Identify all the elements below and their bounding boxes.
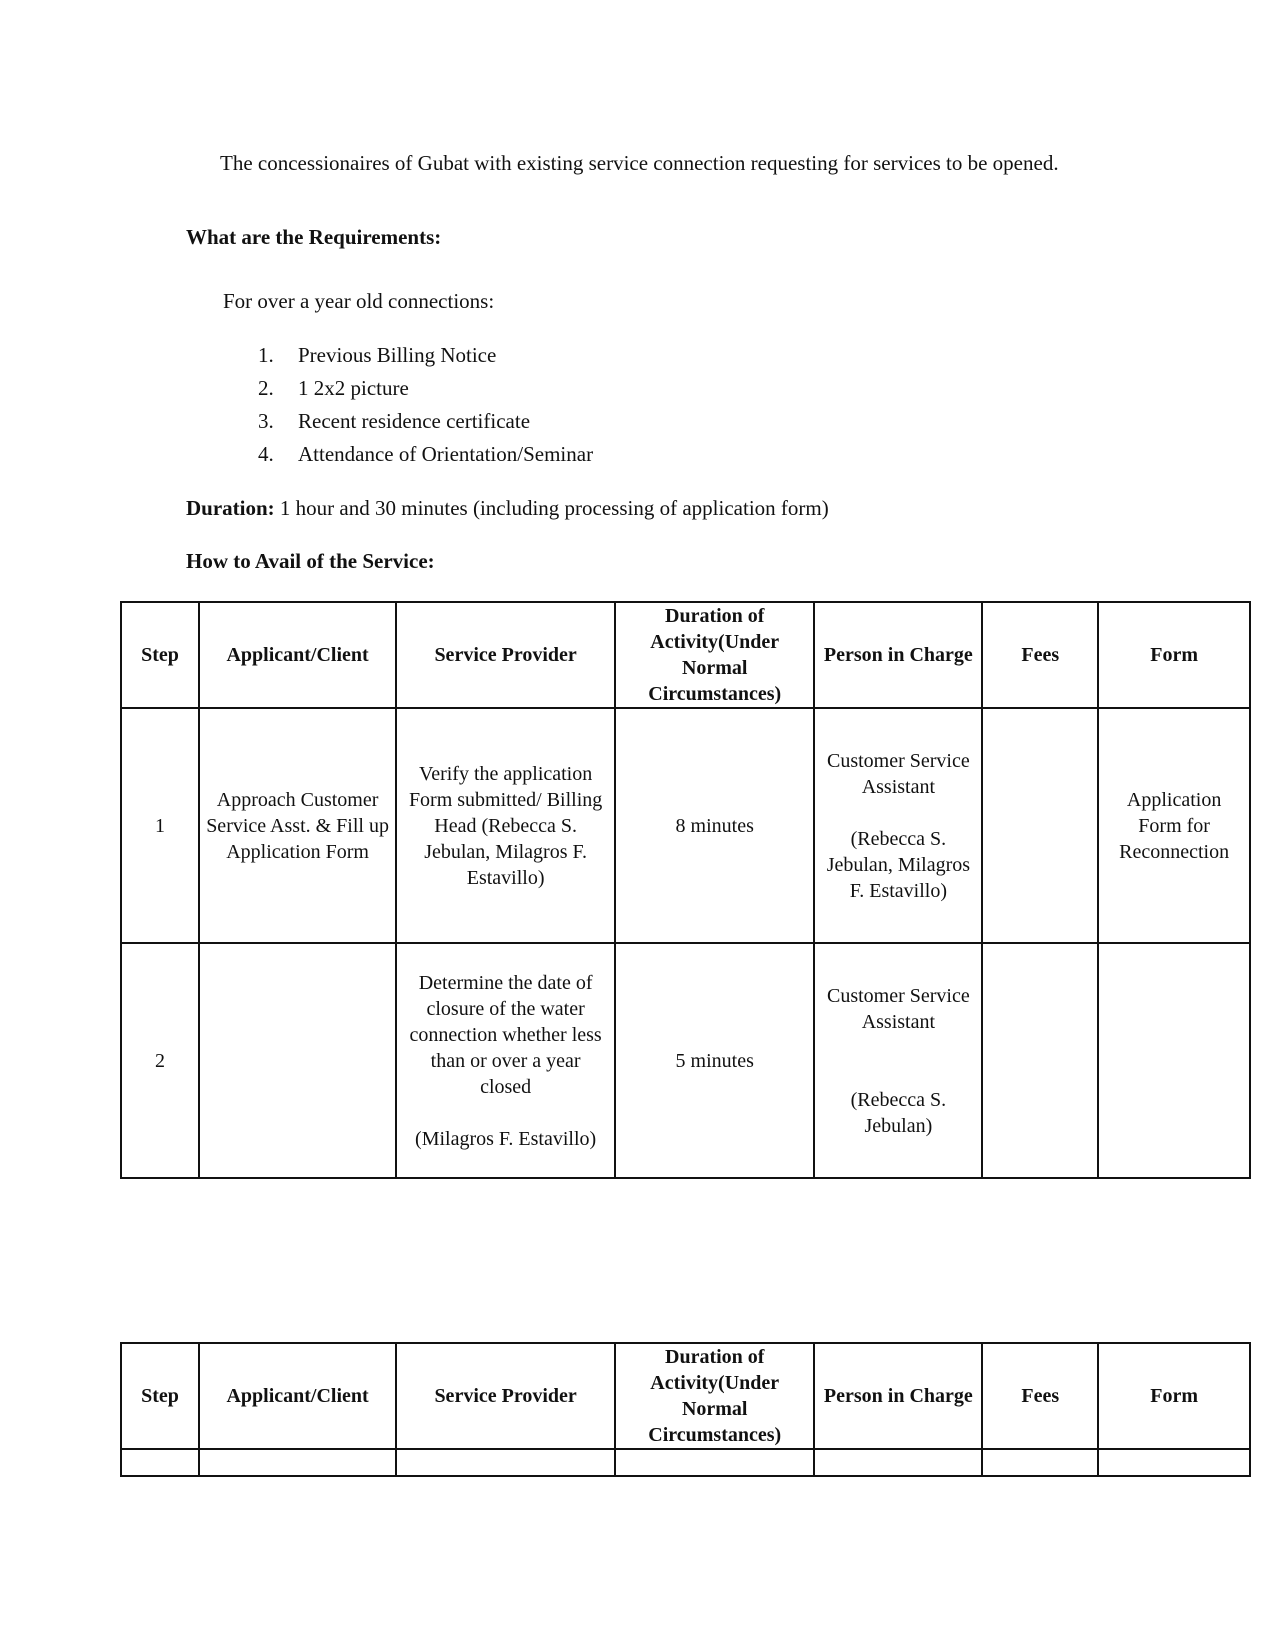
cell-duration: 8 minutes <box>615 708 814 943</box>
cell-fees <box>982 943 1098 1178</box>
header-fees: Fees <box>982 602 1098 708</box>
list-item: 3. Recent residence certificate <box>258 409 531 433</box>
cell-empty <box>814 1449 982 1476</box>
requirements-subheading: For over a year old connections: <box>223 289 495 313</box>
duration-label: Duration: <box>186 496 275 520</box>
header-fees: Fees <box>982 1343 1098 1449</box>
header-applicant: Applicant/Client <box>199 602 396 708</box>
service-steps-table-continued <box>120 1342 1251 1477</box>
header-person-in-charge: Person in Charge <box>814 1343 982 1449</box>
list-item: 1. Previous Billing Notice <box>258 343 497 367</box>
cell-form: Application Form for Reconnection <box>1098 708 1250 943</box>
cell-empty <box>121 1449 199 1476</box>
intro-paragraph: The concessionaires of Gubat with existing service connection requesting for services to be opened. <box>220 151 1059 175</box>
cell-step: 2 <box>121 943 199 1178</box>
header-step: Step <box>121 1343 199 1449</box>
header-service-provider: Service Provider <box>396 1343 615 1449</box>
table-row <box>121 1449 1250 1476</box>
how-to-heading: How to Avail of the Service: <box>186 549 435 573</box>
cell-empty <box>396 1449 615 1476</box>
table-row <box>121 943 1250 1178</box>
cell-step: 1 <box>121 708 199 943</box>
header-form: Form <box>1098 602 1250 708</box>
table-header-row <box>121 1343 1250 1449</box>
duration-text: 1 hour and 30 minutes (including processing of application form) <box>279 496 829 520</box>
cell-service-provider: Verify the application Form submitted/ Billing Head (Rebecca S. Jebulan, Milagros F. Estavillo) <box>396 708 615 943</box>
cell-person-in-charge: Customer Service Assistant (Rebecca S. Jebulan) <box>814 943 982 1178</box>
header-applicant: Applicant/Client <box>199 1343 396 1449</box>
list-item: 2. 1 2x2 picture <box>258 376 409 400</box>
cell-service-provider: Determine the date of closure of the water connection whether less than or over a year closed (Milagros F. Estavillo) <box>396 943 615 1178</box>
cell-duration: 5 minutes <box>615 943 814 1178</box>
duration-line <box>186 496 829 521</box>
header-person-in-charge: Person in Charge <box>814 602 982 708</box>
cell-form <box>1098 943 1250 1178</box>
service-steps-table <box>120 601 1251 1179</box>
header-form: Form <box>1098 1343 1250 1449</box>
cell-person-in-charge: Customer Service Assistant (Rebecca S. Jebulan, Milagros F. Estavillo) <box>814 708 982 943</box>
table-header-row <box>121 602 1250 708</box>
cell-applicant <box>199 943 396 1178</box>
cell-fees <box>982 708 1098 943</box>
cell-empty <box>1098 1449 1250 1476</box>
list-item: 4. Attendance of Orientation/Seminar <box>258 442 594 466</box>
table-row <box>121 708 1250 943</box>
cell-applicant: Approach Customer Service Asst. & Fill up Application Form <box>199 708 396 943</box>
header-service-provider: Service Provider <box>396 602 615 708</box>
header-step: Step <box>121 602 199 708</box>
cell-empty <box>615 1449 814 1476</box>
header-duration: Duration of Activity(Under Normal Circumstances) <box>615 1343 814 1449</box>
header-duration: Duration of Activity(Under Normal Circumstances) <box>615 602 814 708</box>
cell-empty <box>199 1449 396 1476</box>
requirements-list <box>258 339 593 471</box>
cell-empty <box>982 1449 1098 1476</box>
requirements-heading: What are the Requirements: <box>186 225 442 249</box>
